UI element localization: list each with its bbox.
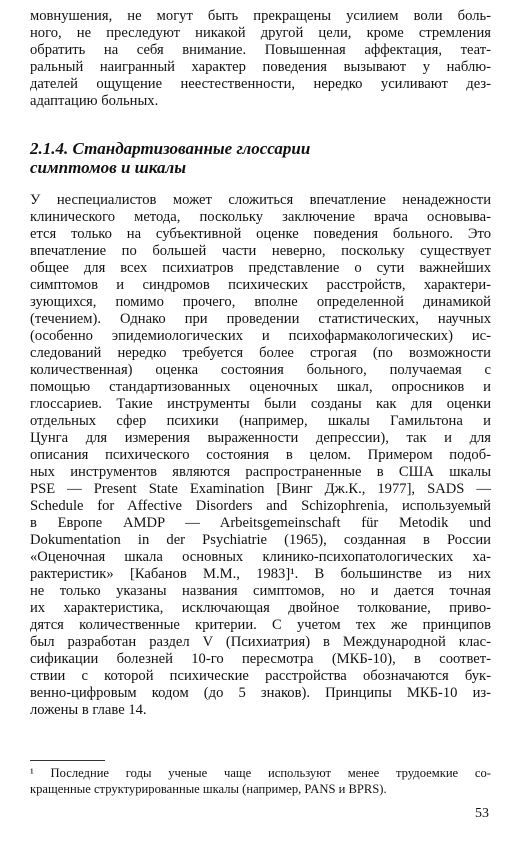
- text-line: симптомов и синдромов психических расстройств, характери-: [30, 277, 491, 293]
- text-line: венно-цифровым кодом (до 5 знаков). Принципы МКБ-10 из-: [30, 685, 491, 701]
- text-line: не только указаны названия симптомов, но и дается точная: [30, 583, 491, 599]
- text-line: ствии с которой психические расстройства обозначаются бук-: [30, 668, 491, 684]
- footnote-divider: [30, 760, 105, 761]
- text-line: «Оценочная шкала основных клинико-психопатологических ха-: [30, 549, 491, 565]
- text-line: следований нередко требуется более строгая (по возможности: [30, 345, 491, 361]
- text-line: (особенно эпидемиологических и психофармакологических) ис-: [30, 328, 491, 344]
- text-line: адаптацию больных.: [30, 93, 159, 109]
- text-line: их характеристика, исключающая двойное толкование, приво-: [30, 600, 491, 616]
- text-line: (течением). Однако при проведении статистических, научных: [30, 311, 491, 327]
- text-line: ных инструментов являются распространенные в США шкалы: [30, 464, 491, 480]
- text-line: рактеристик» [Кабанов М.М., 1983]¹. В большинстве из них: [30, 566, 491, 582]
- text-line: зующихся, помимо прочего, вполне определенной динамикой: [30, 294, 491, 310]
- text-line: дателей ощущение неестественности, нередко усиливают дез-: [30, 76, 491, 92]
- text-line: сификации болезней 10-го пересмотра (МКБ-10), в соответ-: [30, 651, 491, 667]
- text-line: помощью стандартизованных оценочных шкал, опросников и: [30, 379, 491, 395]
- text-line: PSE — Present State Examination [Винг Дж.К., 1977], SADS —: [30, 481, 491, 497]
- text-line: клинического метода, поскольку заключение врача основыва-: [30, 209, 491, 225]
- section-heading-line: симптомов и шкалы: [30, 158, 187, 177]
- text-line: количественная) оценка состояния больного, получаемая с: [30, 362, 491, 378]
- text-line: ется только на субъективной оценке поведения больного. Это: [30, 226, 491, 242]
- text-line: отдельных сфер психики (например, шкалы Гамильтона и: [30, 413, 491, 429]
- text-line: У неспециалистов может сложиться впечатление ненадежности: [30, 192, 491, 208]
- section-heading-line: 2.1.4. Стандартизованные глоссарии: [30, 139, 311, 158]
- text-line: дятся количественные критерии. С учетом тех же принципов: [30, 617, 491, 633]
- text-line: ральный наигранный характер поведения вызывают у наблю-: [30, 59, 491, 75]
- text-line: ного, не преследуют никакой другой цели, кроме стремления: [30, 25, 491, 41]
- text-line: Dokumentation in der Psychiatrie (1965), созданная в России: [30, 532, 491, 548]
- footnote-line: ¹ Последние годы ученые чаще используют менее трудоемкие со-: [30, 766, 491, 780]
- text-line: Schedule for Affective Disorders and Schizophrenia, используемый: [30, 498, 491, 514]
- footnote-line: кращенные структурированные шкалы (например, PANS и BPRS).: [30, 782, 387, 796]
- text-line: описания психического состояния в целом. Примером подоб-: [30, 447, 491, 463]
- text-line: глоссариев. Такие инструменты были созданы как для оценки: [30, 396, 491, 412]
- text-line: общее для всех психиатров представление о сути важнейших: [30, 260, 491, 276]
- text-line: мовнушения, не могут быть прекращены усилием воли боль-: [30, 8, 491, 24]
- text-line: ложены в главе 14.: [30, 702, 147, 718]
- text-line: в Европе AMDP — Arbeitsgemeinschaft für Metodik und: [30, 515, 491, 531]
- page-number: 53: [475, 806, 489, 821]
- text-line: впечатление по большей части неверно, поскольку существует: [30, 243, 491, 259]
- text-line: Цунга для измерения выраженности депрессии), так и для: [30, 430, 491, 446]
- text-line: был разработан раздел V (Психиатрия) в Международной клас-: [30, 634, 491, 650]
- text-line: обратить на себя внимание. Повышенная аффектация, теат-: [30, 42, 491, 58]
